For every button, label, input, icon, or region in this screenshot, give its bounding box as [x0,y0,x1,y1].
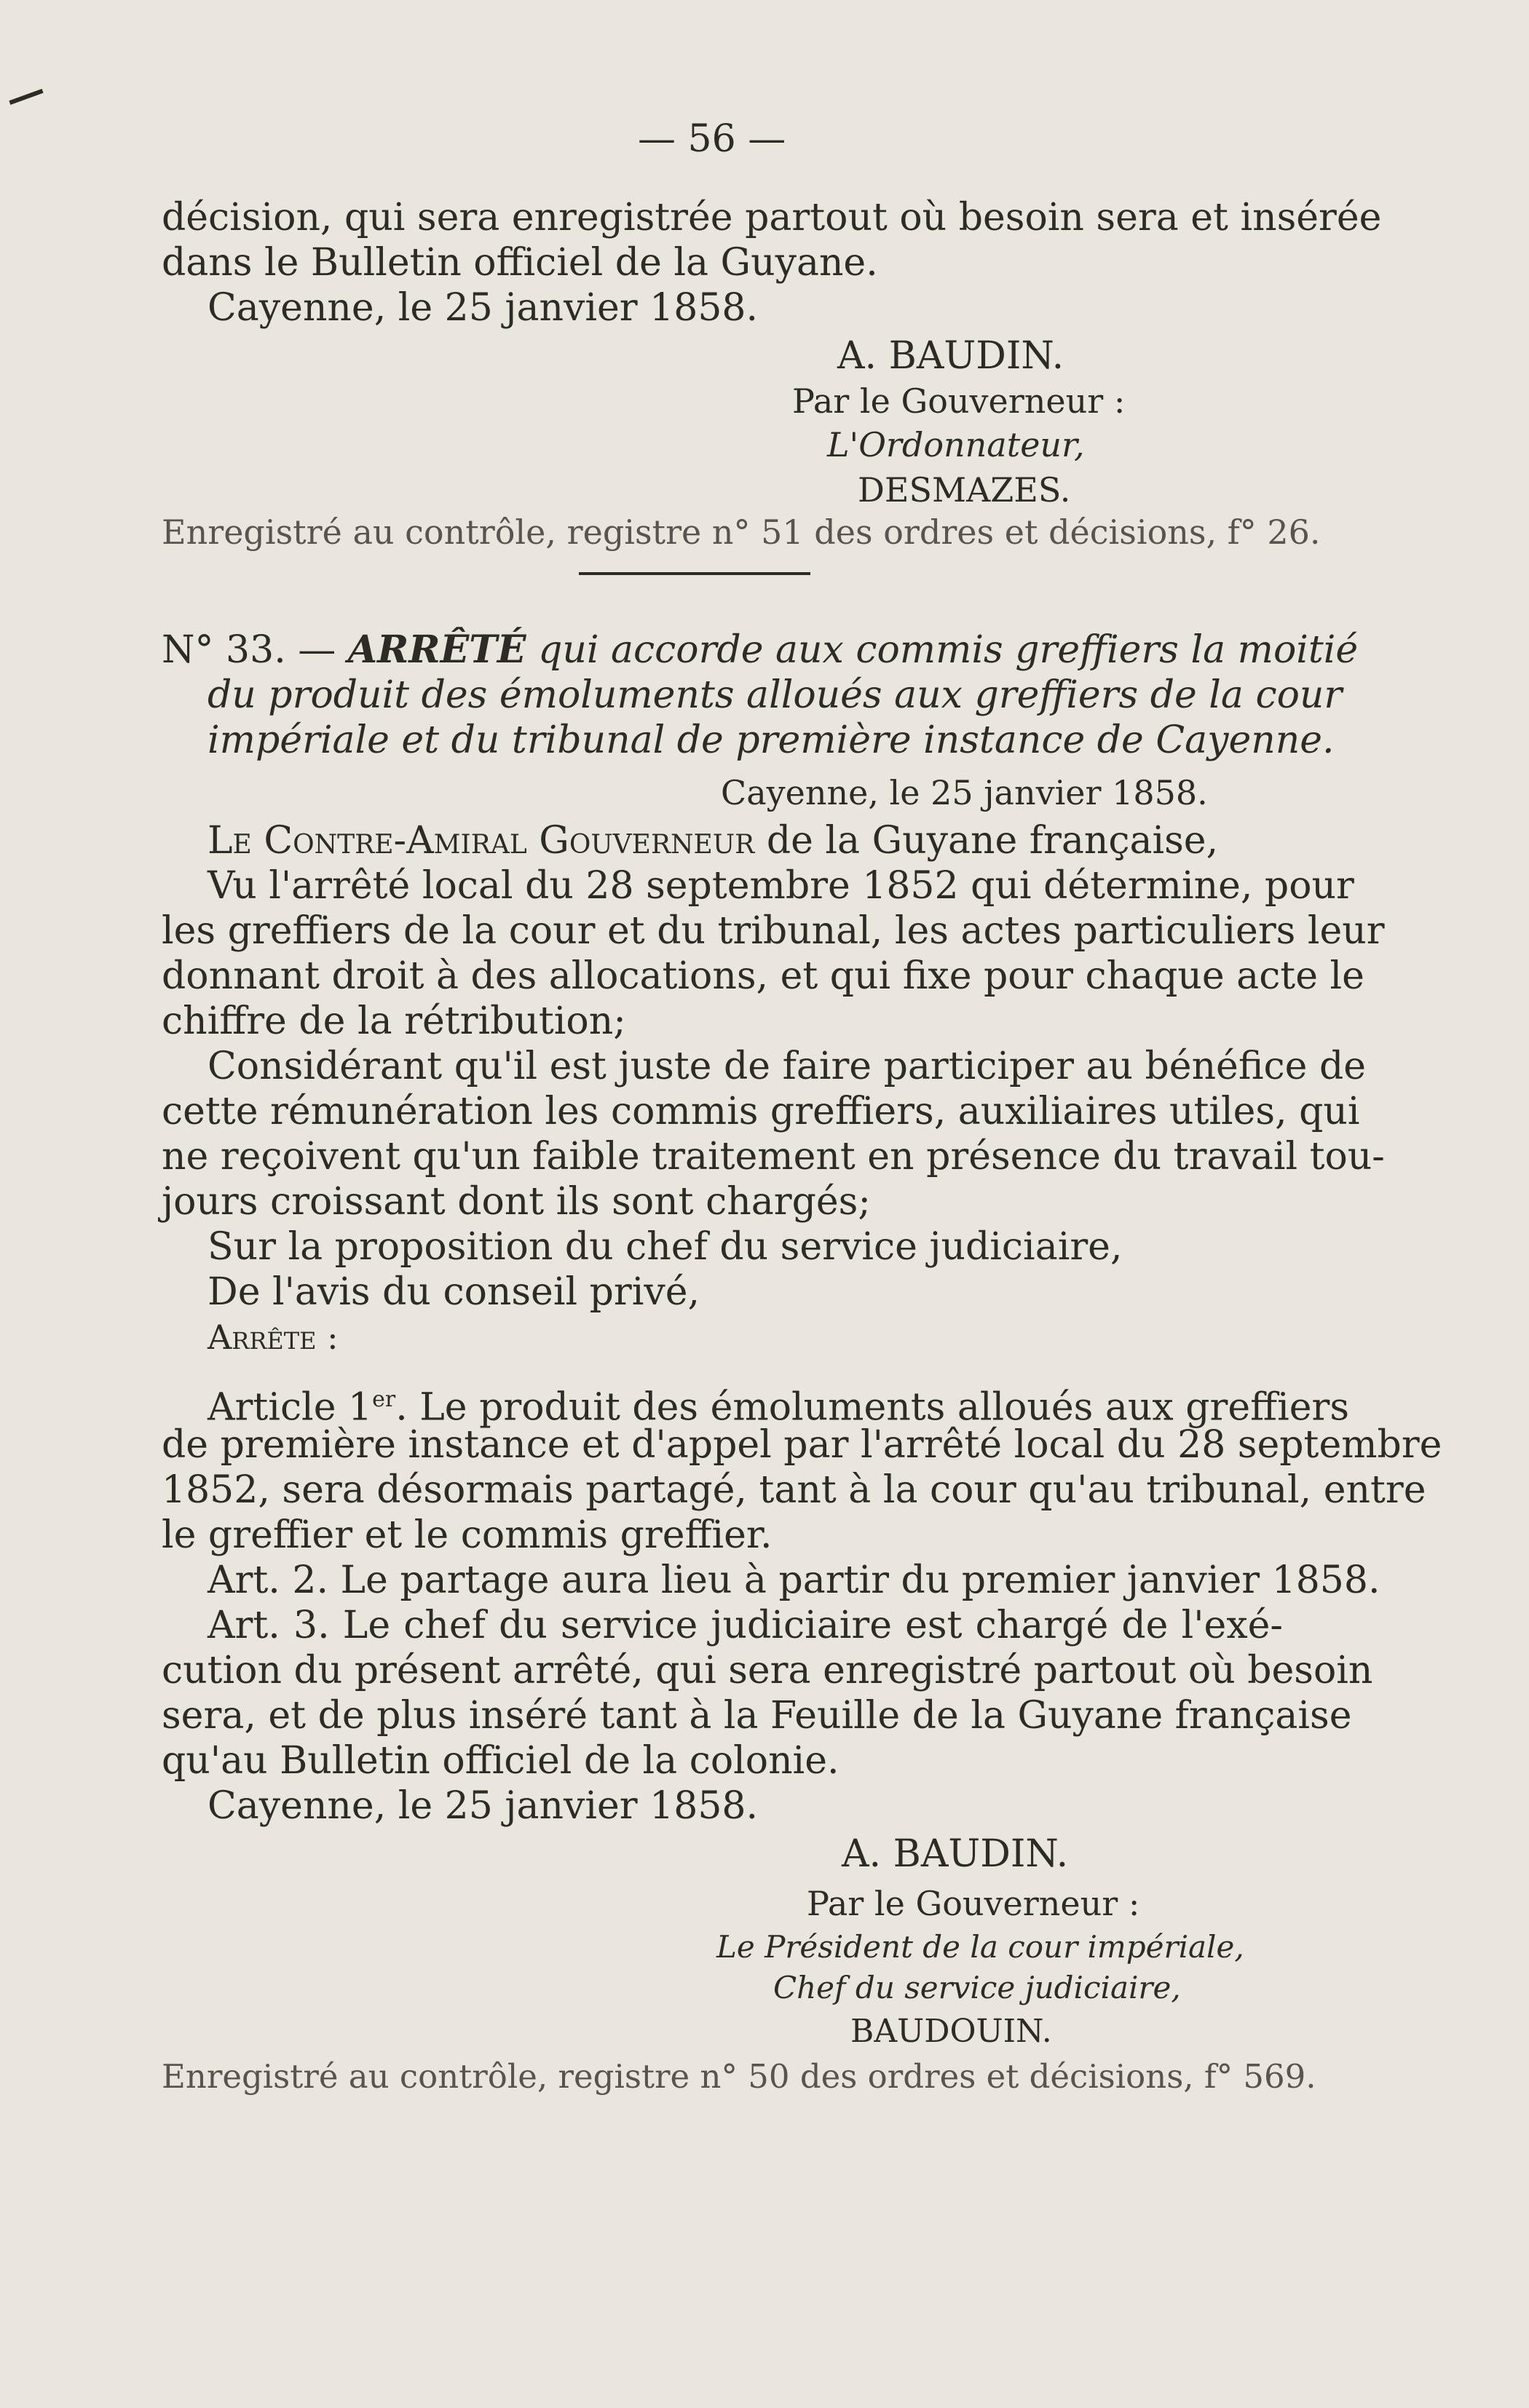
text-line: dans le Bulletin officiel de la Guyane. [162,241,878,285]
chef-title: Chef du service judiciaire, [773,1970,1181,2005]
text-line: donnant droit à des allocations, et qui fixe pour chaque acte le [162,954,1364,998]
page-number: — 56 — [638,117,786,161]
arrete-title-line: impériale et du tribunal de première instance de Cayenne. [208,718,1335,762]
text-line: le greffier et le commis greffier. [162,1513,773,1557]
text-line: qu'au Bulletin officiel de la colonie. [162,1739,839,1783]
arrete-title: qui accorde aux commis greffiers la moitié [538,628,1359,672]
text-line: Considérant qu'il est juste de faire participer au bénéfice de [208,1045,1367,1088]
registration-note: Enregistré au contrôle, registre n° 51 des ordres et décisions, f° 26. [162,512,1321,552]
authority-line [208,818,1218,863]
ordonnateur-name: DESMAZES. [858,470,1071,510]
text-line: décision, qui sera enregistrée partout où besoin sera et insérée [162,196,1382,239]
date-line: Cayenne, le 25 janvier 1858. [208,286,759,330]
separator-rule [579,572,810,575]
arrete-number: N° 33. — [162,628,336,672]
signature: A. BAUDIN. [837,334,1064,378]
text-line: de première instance et d'appel par l'arrêté local du 28 septembre [162,1423,1442,1467]
signature: A. BAUDIN. [842,1832,1069,1876]
text-line: De l'avis du conseil privé, [208,1270,700,1314]
authority-rest: de la Guyane française, [766,819,1219,863]
text-line: les greffiers de la cour et du tribunal, les actes particuliers leur [162,909,1385,953]
date-line: Cayenne, le 25 janvier 1858. [208,1784,759,1828]
arrete-label: Arrête : [208,1318,339,1357]
text-line: Sur la proposition du chef du service judiciaire, [208,1225,1123,1269]
arrete-title-line: du produit des émoluments alloués aux greffiers de la cour [208,673,1343,717]
president-title: Le Président de la cour impériale, [716,1929,1244,1965]
article-1-sup: er [372,1387,396,1412]
text-line: ne reçoivent qu'un faible traitement en présence du travail tou- [162,1135,1385,1179]
par-le-gouverneur: Par le Gouverneur : [807,1884,1140,1923]
article-2: Art. 2. Le partage aura lieu à partir du premier janvier 1858. [208,1559,1380,1602]
text-line: chiffre de la rétribution; [162,999,626,1043]
text-line: jours croissant dont ils sont chargés; [162,1180,871,1224]
text-line: Vu l'arrêté local du 28 septembre 1852 qui détermine, pour [208,864,1354,908]
par-le-gouverneur: Par le Gouverneur : [792,381,1126,421]
article-1-text: . Le produit des émoluments alloués aux greffiers [395,1385,1350,1430]
text-line: cution du présent arrêté, qui sera enregistré partout où besoin [162,1649,1373,1692]
text-line: 1852, sera désormais partagé, tant à la cour qu'au tribunal, entre [162,1468,1426,1512]
authority: Le Contre-Amiral Gouverneur [208,819,755,863]
arrete-word: ARRÊTÉ [347,627,526,672]
ordonnateur-title: L'Ordonnateur, [827,425,1085,464]
text-line: sera, et de plus inséré tant à la Feuille de la Guyane française [162,1694,1352,1738]
margin-mark [9,89,43,105]
president-name: BAUDOUIN. [850,2013,1052,2050]
article-1-label: Article 1 [208,1385,373,1430]
arrete-date: Cayenne, le 25 janvier 1858. [721,773,1208,812]
registration-note: Enregistré au contrôle, registre n° 50 des ordres et décisions, f° 569. [162,2057,1316,2096]
arrete-title-line [162,627,1359,673]
text-line: cette rémunération les commis greffiers, auxiliaires utiles, qui [162,1090,1360,1133]
text-line: Art. 3. Le chef du service judiciaire est chargé de l'exé- [208,1604,1283,1647]
